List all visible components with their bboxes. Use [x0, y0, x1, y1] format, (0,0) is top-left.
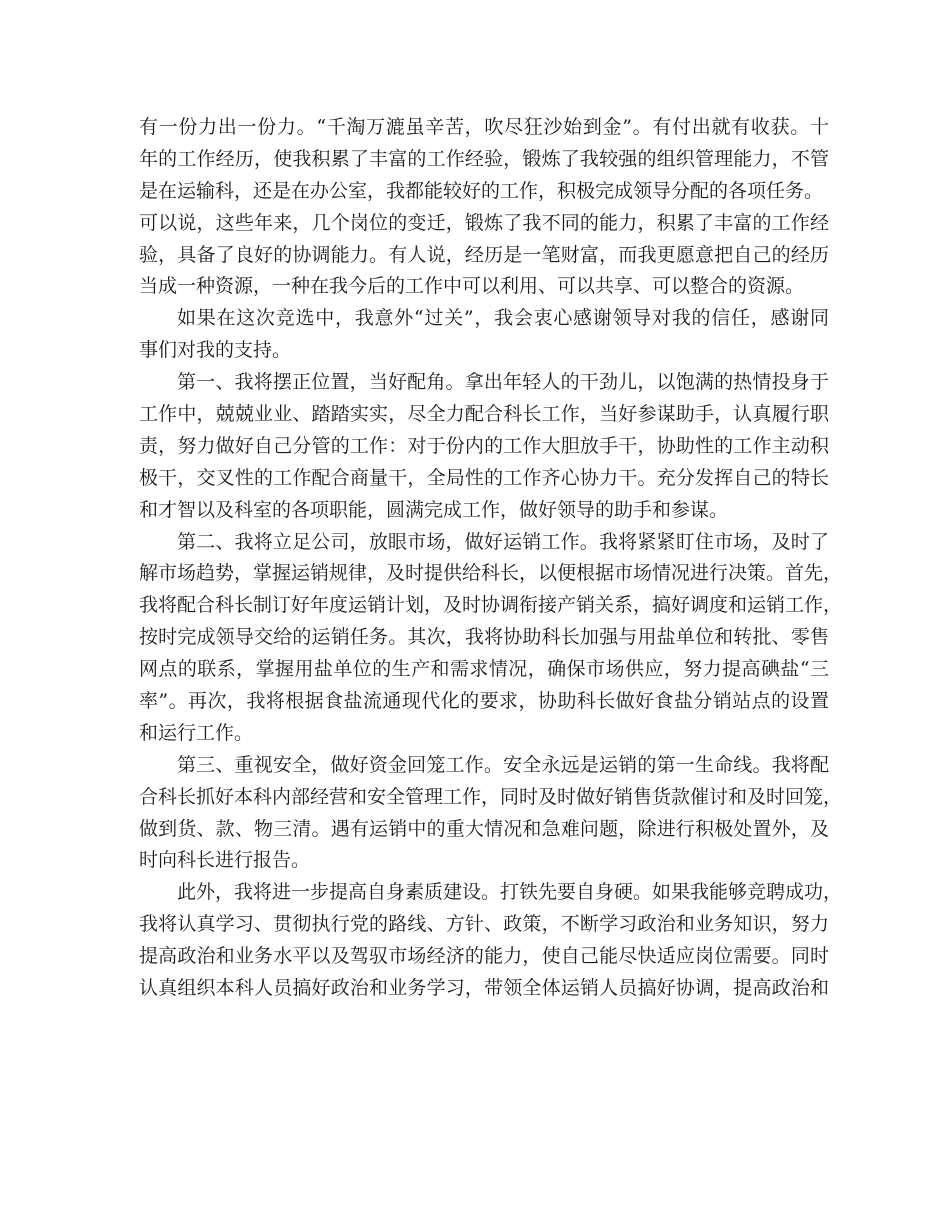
text-line: 此外，我将进一步提高自身素质建设。打铁先要自身硬。如果我能够竞聘成功，: [177, 881, 843, 904]
text-line: 第一、我将摆正位置，当好配角。拿出年轻人的干劲儿，以饱满的热情投身于: [177, 371, 829, 394]
text-line: 如果在这次竞选中，我意外“过关”，我会衷心感谢领导对我的信任，感谢同: [177, 307, 829, 330]
text-line: 做到货、款、物三清。遇有运销中的重大情况和急难问题，除进行积极处置外，及: [139, 817, 829, 840]
text-line: 责，努力做好自己分管的工作：对于份内的工作大胆放手干，协助性的工作主动积: [139, 434, 829, 457]
text-line: 可以说，这些年来，几个岗位的变迁，锻炼了我不同的能力，积累了丰富的工作经: [139, 211, 829, 234]
paragraph-gratitude: [139, 303, 829, 367]
text-line: 和才智以及科室的各项职能，圆满完成工作，做好领导的助手和参谋。: [139, 498, 729, 521]
paragraph-third: [139, 750, 843, 878]
text-line: 极干，交叉性的工作配合商量干，全局性的工作齐心协力干。充分发挥自己的特长: [139, 466, 829, 489]
text-line: 提高政治和业务水平以及驾驭市场经济的能力，使自己能尽快适应岗位需要。同时: [139, 945, 829, 968]
text-line: 是在运输科，还是在办公室，我都能较好的工作，积极完成领导分配的各项任务。: [139, 179, 824, 202]
text-line: 按时完成领导交给的运销任务。其次，我将协助科长加强与用盐单位和转批、零售: [139, 626, 829, 649]
text-line: 验，具备了良好的协调能力。有人说，经历是一笔财富，而我更愿意把自己的经历: [139, 243, 829, 266]
text-line: 率”。再次，我将根据食盐流通现代化的要求，协助科长做好食盐分销站点的设置: [139, 690, 829, 713]
text-line: 年的工作经历，使我积累了丰富的工作经验，锻炼了我较强的组织管理能力，不管: [139, 147, 829, 170]
paragraph-first: [139, 367, 829, 526]
paragraph-experience: [139, 112, 829, 303]
text-line: 我将配合科长制订好年度运销计划，及时协调衔接产销关系，搞好调度和运销工作，: [139, 594, 843, 617]
text-line: 时向科长进行报告。: [139, 849, 311, 872]
text-line: 第三、重视安全，做好资金回笼工作。安全永远是运销的第一生命线。我将配: [177, 753, 829, 776]
text-line: 和运行工作。: [139, 721, 254, 744]
text-line: 第二、我将立足公司，放眼市场，做好运销工作。我将紧紧盯住市场，及时了: [177, 530, 829, 553]
text-line: 有一份力出一份力。“千淘万漉虽辛苦，吹尽狂沙始到金”。有付出就有收获。十: [139, 116, 829, 138]
text-line: 解市场趋势，掌握运销规律，及时提供给科长，以便根据市场情况进行决策。首先，: [139, 562, 843, 585]
text-line: 当成一种资源，一种在我今后的工作中可以利用、可以共享、可以整合的资源。: [139, 275, 805, 298]
text-line: 事们对我的支持。: [139, 339, 292, 362]
text-line: 工作中，兢兢业业、踏踏实实，尽全力配合科长工作，当好参谋助手，认真履行职: [139, 403, 829, 426]
text-line: 认真组织本科人员搞好政治和业务学习，带领全体运销人员搞好协调，提高政治和: [139, 977, 829, 1000]
document-body: [139, 112, 843, 1005]
text-line: 合科长抓好本科内部经营和安全管理工作，同时及时做好销售货款催讨和及时回笼，: [139, 785, 843, 808]
paragraph-second: [139, 527, 843, 750]
paragraph-self-improvement: [139, 877, 843, 1005]
text-line: 网点的联系，掌握用盐单位的生产和需求情况，确保市场供应，努力提高碘盐“三: [139, 658, 829, 681]
text-line: 我将认真学习、贯彻执行党的路线、方针、政策，不断学习政治和业务知识，努力: [139, 913, 829, 936]
